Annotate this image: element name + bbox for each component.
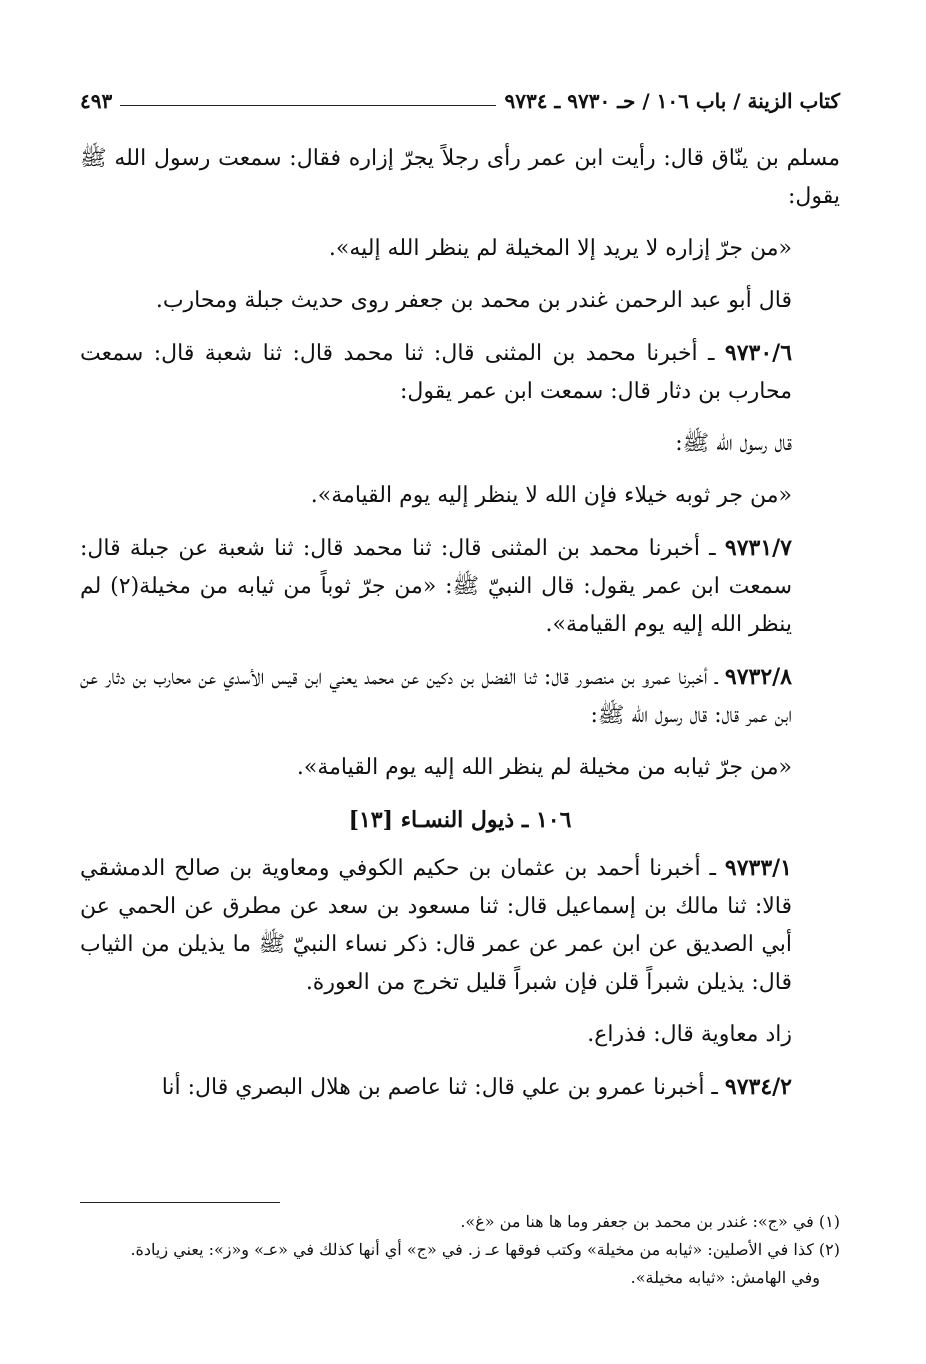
- paragraph: زاد معاوية قال: فذراع.: [587, 1022, 792, 1047]
- header-rule: [120, 105, 496, 106]
- hadith-paragraph: ٩٧٣٣/١ ـ أخبرنا أحمد بن عثمان بن حكيم الكوفي ومعاوية بن صالح الدمشقي قالا: ثنا مالك بن إسماعيل قال: ثنا مسعود بن سعد عن مطرق عن الحمي عن أبي الصديق عن ابن عمر عن عمر قال: ذكر نساء النبيّ ﷺ ما يذيلن من الثياب قال: يذيلن شبراً قلن فإن شبراً قليل تخرج من العورة.: [80, 855, 792, 995]
- paragraph: مسلم بن ينّاق قال: رأيت ابن عمر رأى رجلاً يجرّ إزاره فقال: سمعت رسول الله ﷺ يقول:: [80, 146, 840, 209]
- hadith-number: ٩٧٣٠/٦: [724, 340, 793, 366]
- paragraph: قال أبو عبد الرحمن غندر بن محمد بن جعفر روى حديث جبلة ومحارب.: [155, 288, 792, 313]
- footnote-continuation: وفي الهامش: «ثيابه مخيلة».: [630, 1268, 820, 1287]
- main-text: [80, 140, 840, 1121]
- hadith-number: ٩٧٣٤/٢: [724, 1074, 792, 1100]
- hadith-number: ٩٧٣١/٧: [724, 535, 792, 561]
- footnote: (٢) كذا في الأصلين: «ثيابه من مخيلة» وكتب فوقها عـ ز. في «ج» أي أنها كذلك في «عـ» و«ز»: يعني زيادة.: [130, 1240, 840, 1259]
- running-header: [80, 84, 840, 118]
- paragraph: قال رسول الله ﷺ:: [675, 431, 792, 456]
- hadith-paragraph: ٩٧٣٢/٨ ـ أخبرنا عمرو بن منصور قال: ثنا الفضل بن دكين عن محمد يعني ابن قيس الأسدي عن محارب بن دثار عن ابن عمر قال: قال رسول الله ﷺ:: [80, 664, 792, 728]
- footnotes: [80, 1208, 840, 1292]
- hadith-number: ٩٧٣٢/٨: [724, 664, 792, 690]
- paragraph: «من جرّ إزاره لا يريد إلا المخيلة لم ينظر الله إليه».: [328, 236, 792, 261]
- paragraph: «من جرّ ثيابه من مخيلة لم ينظر الله إليه يوم القيامة».: [296, 755, 792, 780]
- hadith-paragraph: ٩٧٣٠/٦ ـ أخبرنا محمد بن المثنى قال: ثنا محمد قال: ثنا شعبة قال: سمعت محارب بن دثار قال: سمعت ابن عمر يقول:: [80, 340, 793, 404]
- hadith-paragraph: ٩٧٣١/٧ ـ أخبرنا محمد بن المثنى قال: ثنا محمد قال: ثنا شعبة عن جبلة قال: سمعت ابن عمر يقول: قال النبيّ ﷺ: «من جرّ ثوباً من ثيابه من مخيلة(٢) لم ينظر الله إليه يوم القيامة».: [80, 535, 792, 637]
- header-title: كتاب الزينة / باب ١٠٦ / حـ ٩٧٣٠ ـ ٩٧٣٤: [504, 89, 840, 113]
- footnote: (١) في «ج»: غندر بن محمد بن جعفر وما ها هنا من «غ».: [460, 1212, 840, 1231]
- chapter-heading: ١٠٦ ـ ذيول النسـاء [١٣]: [348, 807, 572, 833]
- page-number: ٤٩٣: [80, 89, 113, 113]
- hadith-paragraph: ٩٧٣٤/٢ ـ أخبرنا عمرو بن علي قال: ثنا عاصم بن هلال البصري قال: أنا: [161, 1074, 792, 1100]
- footnote-rule: [80, 1202, 280, 1203]
- paragraph: «من جر ثوبه خيلاء فإن الله لا ينظر إليه يوم القيامة».: [310, 483, 792, 508]
- hadith-number: ٩٧٣٣/١: [724, 855, 792, 881]
- document-page: [80, 0, 840, 1364]
